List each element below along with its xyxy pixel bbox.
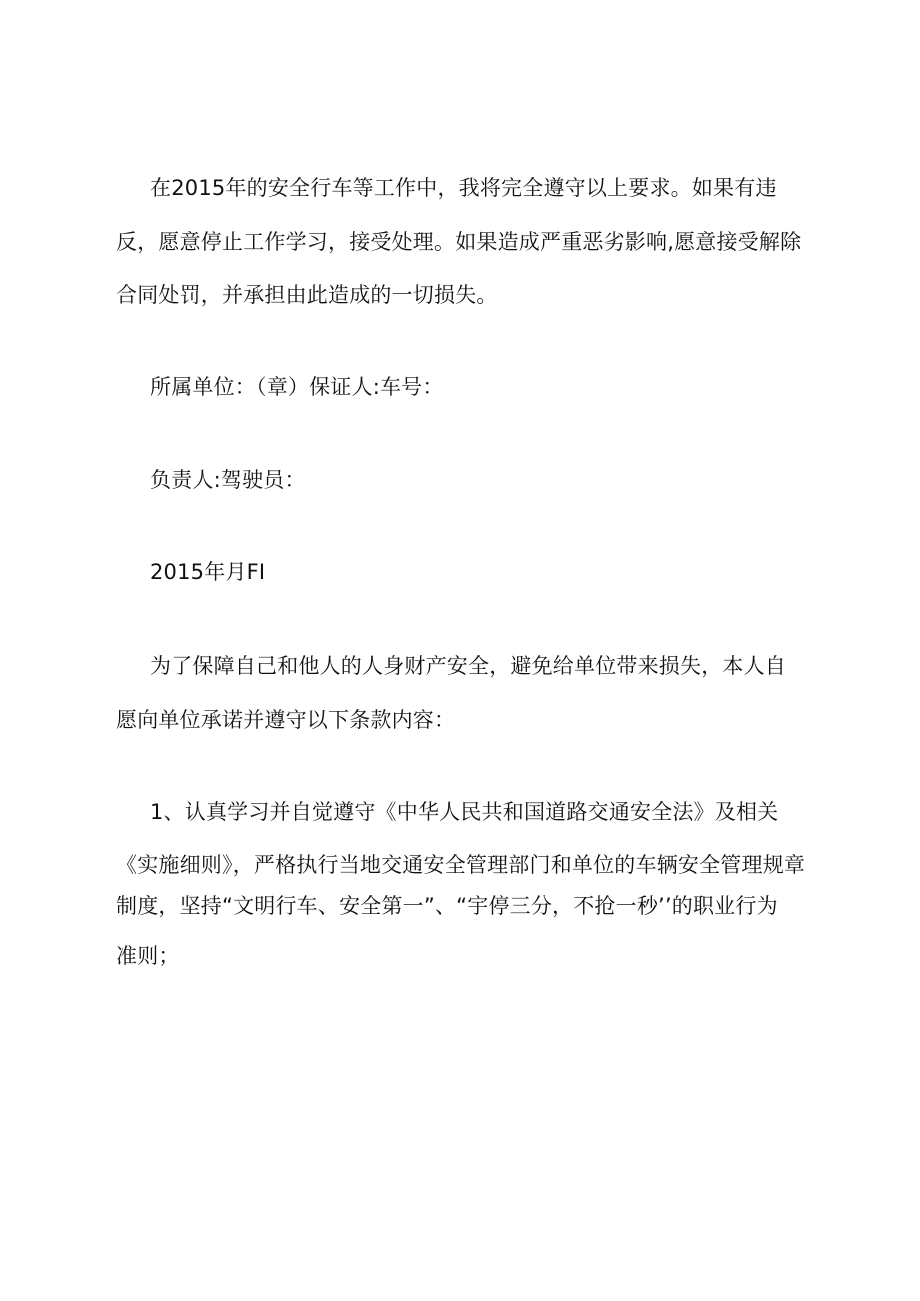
- signature-line-responsible: 负责人:驾驶员：: [150, 468, 306, 492]
- signature-line-unit: 所属单位：（章）保证人:车号：: [150, 375, 444, 399]
- paragraph2-line2: 愿向单位承诺并遵守以下条款内容：: [116, 708, 456, 732]
- paragraph1-line1: 在2015年的安全行车等工作中，我将完全遵守以上要求。如果有违: [150, 176, 777, 200]
- clause1-line4: 准则；: [116, 944, 180, 968]
- date-line: 2015年月FI: [150, 560, 266, 584]
- paragraph1-line3: 合同处罚，并承担由此造成的一切损失。: [116, 283, 498, 307]
- paragraph1-line2: 反，愿意停止工作学习，接受处理。如果造成严重恶劣影响,愿意接受解除: [116, 230, 802, 254]
- clause1-line1: 1、认真学习并自觉遵守《中华人民共和国道路交通安全法》及相关: [150, 800, 779, 824]
- paragraph2-line1: 为了保障自己和他人的人身财产安全，避免给单位带来损失，本人自: [150, 654, 786, 678]
- clause1-line3: 制度，坚持“文明行车、安全第一”、“宇停三分，不抢一秒’’的职业行为: [116, 894, 778, 918]
- clause1-line2: 《实施细则》，严格执行当地交通安全管理部门和单位的车辆安全管理规章: [116, 853, 806, 877]
